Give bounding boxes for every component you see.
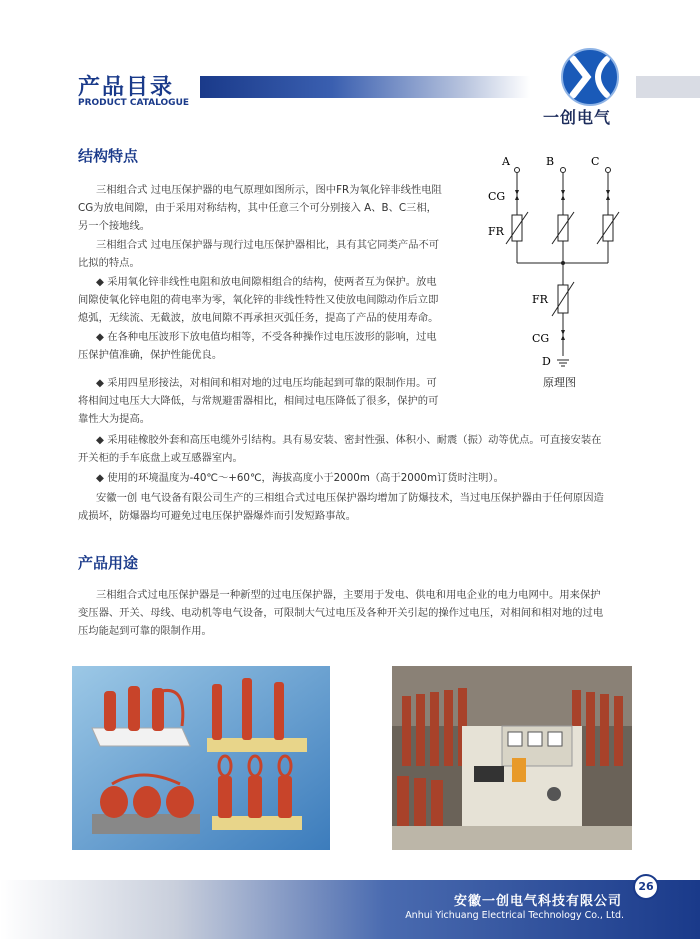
test-lab-photo — [392, 666, 632, 850]
text-line: 靠性大为提高。 — [78, 413, 151, 425]
diagram-label-fr-bottom: FR — [532, 293, 548, 306]
diagram-label-cg-top: CG — [488, 190, 506, 203]
text-line: 安徽一创 电气设备有限公司生产的三相组合式过电压保护器均增加了防爆技术，当过电压保护器由于任何原因造 — [96, 492, 604, 504]
text-line: CG为放电间隙，由于采用对称结构，其中任意三个可分别接入 A、B、C三相， — [78, 202, 437, 214]
paragraph-feature-3 — [96, 374, 466, 392]
paragraph-feature-4 — [96, 431, 651, 449]
paragraph-structure-1b — [78, 199, 466, 235]
product-photo — [72, 666, 330, 850]
text-line: 另一个接地线。 — [78, 220, 151, 232]
paragraph-structure-2 — [96, 236, 466, 254]
paragraph-feature-5 — [96, 469, 651, 487]
section-title-usage: 产品用途 — [78, 554, 139, 572]
diagram-caption: 原理图 — [543, 376, 576, 389]
page-number: 26 — [633, 874, 659, 900]
text-line: 变压器、开关、母线、电动机等电气设备，可限制大气过电压及各种开关引起的操作过电压，对相间和相对地的过电 — [78, 607, 604, 619]
paragraph-structure-2b — [78, 254, 466, 272]
text-line: 压保护值准确，保护性能优良。 — [78, 349, 223, 361]
paragraph-feature-2 — [96, 328, 466, 346]
text-line: 三相组合式 过电压保护器与现行过电压保护器相比，具有其它同类产品不可 — [96, 239, 440, 251]
text-line: 三相组合式 过电压保护器的电气原理如图所示，图中FR为氧化锌非线性电阻 — [96, 184, 442, 196]
text-line: ◆ 采用硅橡胶外套和高压电缆外引结构。具有易安装、密封性强、体积小、耐震（振）动等优点。可直接安装在 — [96, 434, 602, 446]
diagram-label-b: B — [546, 155, 555, 168]
text-line: ◆ 使用的环境温度为-40℃～+60℃，海拔高度小于2000m（高于2000m订货时注明）。 — [96, 472, 504, 484]
brand-name: 一创电气 — [543, 108, 612, 127]
text-line: 开关柜的手车底盘上或互感器室内。 — [78, 452, 243, 464]
text-line: 比拟的特点。 — [78, 257, 140, 269]
text-line: 成损坏，防爆器均可避免过电压保护器爆炸而引发短路事故。 — [78, 510, 357, 522]
paragraph-company-1 — [96, 489, 651, 507]
page-title: 产品目录 — [78, 75, 175, 100]
text-line: ◆ 采用四星形接法，对相间和相对地的过电压均能起到可靠的限制作用。可 — [96, 377, 437, 389]
section-title-structure: 结构特点 — [78, 147, 139, 165]
paragraph-feature-4b — [78, 449, 651, 467]
text-line: 压均能起到可靠的限制作用。 — [78, 625, 212, 637]
text-line: 三相组合式过电压保护器是一种新型的过电压保护器，主要用于发电、供电和用电企业的电力电网中。用来保护 — [96, 589, 601, 601]
paragraph-structure-1 — [96, 181, 466, 199]
paragraph-feature-1b — [78, 291, 466, 327]
diagram-label-cg-bottom: CG — [532, 332, 550, 345]
text-line: 熄弧，无续流、无截波，放电间隙不再承担灭弧任务，提高了产品的使用寿命。 — [78, 312, 439, 324]
diagram-label-c: C — [591, 155, 600, 168]
paragraph-company-1b — [78, 507, 651, 525]
footer-company-en: Anhui Yichuang Electrical Technology Co., Ltd. — [405, 910, 624, 921]
circuit-diagram — [480, 150, 640, 400]
header-bar — [200, 76, 530, 98]
text-line: 间隙使氧化锌电阻的荷电率为零，氧化锌的非线性特性又使放电间隙动作后立即 — [78, 294, 439, 306]
footer-company-cn: 安徽一创电气科技有限公司 — [453, 894, 622, 909]
paragraph-feature-1 — [96, 273, 466, 291]
page-subtitle: PRODUCT CATALOGUE — [78, 98, 190, 108]
diagram-label-a: A — [502, 155, 510, 168]
text-line: ◆ 采用氧化锌非线性电阻和放电间隙相组合的结构，使两者互为保护。放电 — [96, 276, 437, 288]
paragraph-feature-2b — [78, 346, 466, 364]
header-bar-right — [636, 76, 700, 98]
diagram-label-d: D — [542, 355, 551, 368]
paragraph-feature-3b — [78, 392, 466, 428]
paragraph-usage-1 — [96, 586, 651, 604]
text-line: ◆ 在各种电压波形下放电值均相等，不受各种操作过电压波形的影响，过电 — [96, 331, 437, 343]
text-line: 将相间过电压大大降低，与常规避雷器相比，相间过电压降低了很多，保护的可 — [78, 395, 439, 407]
paragraph-usage-1b — [78, 604, 651, 640]
diagram-label-fr-top: FR — [488, 225, 504, 238]
